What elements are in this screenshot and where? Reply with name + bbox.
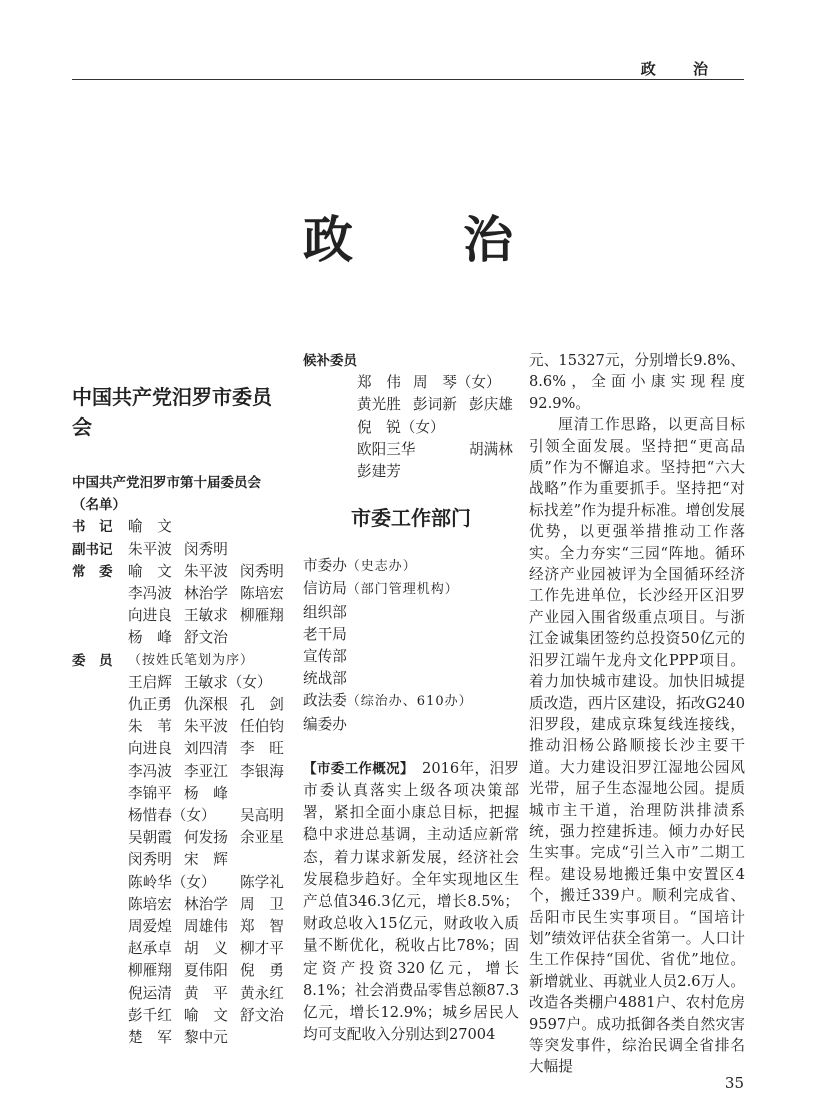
department-item	[303, 624, 519, 646]
member-name: 黄永红	[240, 984, 284, 1002]
member-name: 李亚江	[184, 762, 228, 780]
department-name: 老干局	[303, 625, 347, 643]
overview-paragraph-2: 厘清工作思路，以更高目标引领全面发展。坚持把“更高品质”作为不懈追求。坚持把“六大战略”作为重要抓手。坚持把“对标找差”作为提升标准。增创发展优势，以更强举措推动工作落实。全力夯实“三园“阵地。循环经济产业园被评为全国循环经济工作先进单位，长沙经开区汨罗产业园入围省级重点项目。与浙江金诚集团签约总投资50亿元的汨罗江端午龙舟文化PPP项目。着力加快城市建设。加快旧城提质改造，西片区建设，拓改G240汨罗段，建成京珠复线连接线，推动汨杨公路顺接长沙主要干道。大力建设汨罗江湿地公园风光带，屈子生态湿地公园。提质城市主干道，治理防洪排渍系统，强力控建拆违。倾力办好民生实事。完成“引兰入市”二期工程。建设易地搬迁集中安置区4个，搬迁339户。顺利完成省、岳阳市民生实事项目。“国培计划”绩效评估获全省第一。人口计生工作保持“国优、省优”地位。新增就业、再就业人员2.6万人。改造各类棚户4881户、农村危房9597户。成功抵御各类自然灾害等突发事件，综治民调全省排名大幅提	[529, 416, 745, 1076]
department-item	[303, 690, 519, 713]
roster-label: 委 员	[72, 652, 113, 669]
member-name: 任伯钧	[240, 718, 284, 736]
department-note: （综治办、610办）	[346, 694, 473, 710]
member-name: 闵秀明	[184, 540, 228, 558]
member-name: 陈岭华（女）	[128, 873, 216, 891]
departments-heading: 市委工作部门	[351, 506, 471, 531]
member-name: 喻 文	[128, 562, 172, 580]
member-name: 倪运清	[128, 984, 172, 1002]
member-name: 黎中元	[184, 1029, 228, 1047]
member-name: 余亚星	[240, 829, 284, 847]
member-name: 欧阳三华	[357, 440, 416, 458]
member-name: 郑 伟	[357, 374, 401, 392]
member-name: 黄 平	[184, 984, 228, 1002]
member-name	[184, 872, 240, 894]
roster-group	[72, 516, 286, 538]
department-item	[303, 578, 519, 601]
member-name: 李锦平	[128, 784, 172, 802]
committee-subheading-note: （名单）	[72, 497, 126, 514]
member-name: 陈学礼	[240, 873, 284, 891]
overview-tag: 【市委工作概况】	[303, 760, 408, 777]
roster-note: （按姓氏笔划为序）	[128, 652, 255, 668]
member-name: 何发扬	[184, 829, 228, 847]
member-name: 喻 文	[128, 518, 172, 536]
name-row	[128, 694, 296, 716]
roster-group	[72, 650, 286, 1050]
roster-label: 常 委	[72, 563, 113, 580]
member-name: 朱 苇	[128, 718, 172, 736]
member-name: 彭建芳	[357, 463, 401, 481]
member-name: 柳雁翔	[128, 962, 172, 980]
name-row	[128, 983, 296, 1005]
name-row	[128, 539, 296, 561]
name-row	[357, 417, 519, 439]
member-name: 舒文治	[240, 1006, 284, 1024]
member-name: 夏伟阳	[184, 962, 228, 980]
committee-heading: 中国共产党汨罗市委员会	[72, 385, 272, 439]
member-name: 陈培宏	[128, 895, 172, 913]
name-row	[128, 561, 296, 583]
member-name: 倪 锐（女）	[357, 418, 445, 436]
member-name: 杨 峰	[128, 629, 172, 647]
member-name	[184, 805, 240, 827]
member-name: 仇正勇	[128, 696, 172, 714]
member-name: 黄光胜	[357, 396, 401, 414]
member-name: 胡满林	[469, 440, 513, 458]
overview-paragraph-cont: 元、15327元，分别增长9.8%、8.6%，全面小康实现程度92.9%。	[529, 352, 745, 412]
department-name: 市委办	[303, 557, 347, 575]
member-name: 杨惜春（女）	[128, 807, 216, 825]
name-row	[128, 827, 296, 849]
page-number: 35	[724, 1074, 744, 1092]
department-name: 政法委	[303, 692, 347, 710]
departments-list	[303, 555, 519, 736]
name-row	[128, 916, 296, 938]
member-name: 周爱煌	[128, 918, 172, 936]
member-name: 吴高明	[240, 807, 284, 825]
member-name: 彭千红	[128, 1006, 172, 1024]
member-name: 朱平波	[184, 562, 228, 580]
name-row	[128, 761, 296, 783]
department-item	[303, 602, 519, 624]
member-name: 周 琴（女）	[413, 374, 501, 392]
name-row	[128, 605, 296, 627]
member-name: 喻 文	[184, 1006, 228, 1024]
member-name: 周 卫	[240, 895, 284, 913]
member-name: 林治学	[184, 895, 228, 913]
department-item	[303, 646, 519, 668]
roster-group	[72, 539, 286, 561]
member-name: 柳雁翔	[240, 607, 284, 625]
member-name: 宋 辉	[184, 851, 228, 869]
name-row	[128, 627, 296, 649]
name-row	[128, 672, 296, 694]
member-name: 王启辉	[128, 673, 172, 691]
department-name: 组织部	[303, 603, 347, 621]
member-name: 赵承卓	[128, 940, 172, 958]
member-name: 王敏求	[184, 607, 228, 625]
department-note: （史志办）	[346, 559, 417, 575]
member-name: 朱平波	[128, 540, 172, 558]
member-name: 胡 义	[184, 940, 228, 958]
member-name: 彭词新	[413, 396, 457, 414]
member-name: 周雄伟	[184, 918, 228, 936]
running-head: 政 治	[640, 60, 724, 78]
department-item	[303, 668, 519, 690]
member-name: 楚 军	[128, 1029, 172, 1047]
department-name: 统战部	[303, 670, 347, 688]
name-row	[128, 783, 296, 805]
member-name: 闵秀明	[128, 851, 172, 869]
left-column	[72, 350, 286, 1049]
name-row	[128, 938, 296, 960]
member-name: 向进良	[128, 740, 172, 758]
name-row	[357, 439, 519, 461]
alternates-label: 候补委员	[303, 353, 357, 369]
roster-group	[72, 561, 286, 650]
member-name: 彭庆雄	[469, 396, 513, 414]
header-rule	[72, 79, 744, 80]
name-row	[128, 849, 296, 871]
department-item	[303, 555, 519, 578]
member-name: 郑 智	[240, 918, 284, 936]
page-title: 政治	[303, 210, 623, 269]
department-name: 信访局	[303, 580, 347, 598]
member-name: 李银海	[240, 762, 284, 780]
member-name: 王敏求（女）	[184, 673, 272, 691]
department-name: 宣传部	[303, 648, 347, 666]
committee-roster	[72, 516, 286, 1049]
roster-label: 书 记	[72, 519, 113, 536]
committee-subheading: 中国共产党汨罗市第十届委员会	[72, 475, 261, 491]
overview-paragraph	[303, 758, 519, 1047]
member-name: 李冯波	[128, 585, 172, 603]
name-row	[128, 516, 296, 538]
member-name: 闵秀明	[240, 562, 284, 580]
name-row	[128, 1027, 296, 1049]
member-name: 孔 剑	[240, 696, 284, 714]
member-name: 林治学	[184, 585, 228, 603]
right-column	[529, 350, 745, 1078]
department-name: 编委办	[303, 715, 347, 733]
name-row	[128, 738, 296, 760]
name-row	[128, 1005, 296, 1027]
member-name: 向进良	[128, 607, 172, 625]
name-row	[357, 461, 519, 483]
member-name: 柳才平	[240, 940, 284, 958]
roster-label: 副书记	[72, 541, 113, 558]
department-note: （部门管理机构）	[346, 582, 459, 598]
member-name: 朱平波	[184, 718, 228, 736]
name-row	[128, 583, 296, 605]
name-row	[357, 394, 519, 416]
member-name: 陈培宏	[240, 585, 284, 603]
member-name: 李冯波	[128, 762, 172, 780]
overview-text: 2016年，汨罗市委认真落实上级各项决策部署，紧扣全面小康总目标，把握稳中求进总基调，主动适应新常态，着力谋求新发展，经济社会发展稳步趋好。全年实现地区生产总值346.3亿元，增长8.5%；财政总收入15亿元，财政收入质量不断优化，税收占比78%；固定资产投资320亿元，增长8.1%；社会消费品零售总额87.3亿元，增长12.9%；城乡居民人均可支配收入分别达到27004	[303, 759, 520, 1044]
name-row	[128, 894, 296, 916]
member-name: 刘四清	[184, 740, 228, 758]
name-row	[128, 872, 296, 894]
member-name: 杨 峰	[184, 784, 228, 802]
member-name: 仇深根	[184, 696, 228, 714]
name-row	[128, 716, 296, 738]
member-name	[413, 439, 469, 461]
member-name: 舒文治	[184, 629, 228, 647]
name-row	[128, 805, 296, 827]
member-name: 吴朝霞	[128, 829, 172, 847]
name-row	[357, 372, 519, 394]
member-name: 倪 勇	[240, 962, 284, 980]
department-item	[303, 714, 519, 736]
alternates-list	[303, 372, 519, 483]
middle-column	[303, 350, 519, 1046]
name-row	[128, 960, 296, 982]
member-name: 李 旺	[240, 740, 284, 758]
